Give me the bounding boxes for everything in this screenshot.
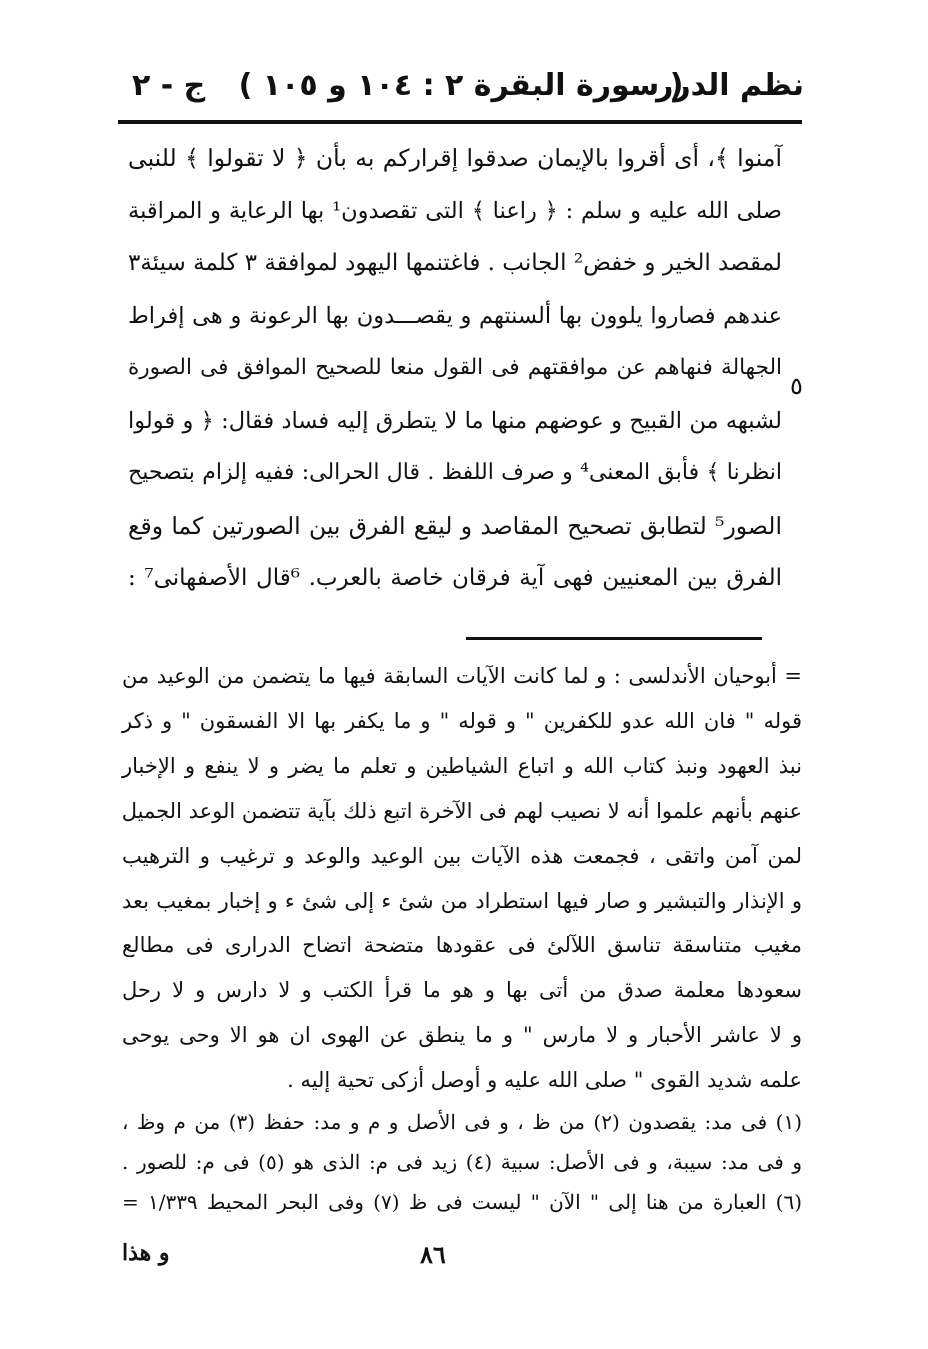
surah-reference: ( سورة البقرة ٢ : ١٠٤ و ١٠٥ ) [238, 68, 684, 103]
commentary-notes [122, 654, 802, 1103]
footnote-line: (١) فى مد: يقصدون (٢) من ظ ، و فى الأصل و م و مد: حفظ (٣) من م وظ ، [122, 1110, 802, 1134]
separator-rule [466, 637, 762, 640]
main-line: انظرنا ﴾ فأبق المعنى⁴ و صرف اللفظ . قال الحرالى: ففيه إلزام بتصحيح [128, 460, 782, 485]
main-line: آمنوا ﴾، أى أقروا بالإيمان صدقوا إقراركم به بأن ﴿ لا تقولوا ﴾ للنبى [128, 144, 782, 172]
catchword: و هذا [122, 1240, 170, 1266]
page-number: ٨٦ [420, 1240, 446, 1269]
note-line: علمه شديد القوى " صلى الله عليه و أوصل أزكى تحية إليه . [287, 1068, 802, 1093]
note-line: و الإنذار والتبشير و صار فيها استطراد من شئ ء إلى شئ ء و إخبار بمغيب بعد [122, 888, 802, 913]
book-title: نظم الدرر [656, 68, 804, 103]
footnote-line: (٦) العبارة من هنا إلى " الآن " ليست فى ظ (٧) وفى البحر المحيط ١/٣٣٩ = [122, 1190, 802, 1214]
line-number-marker: ٥ [790, 372, 803, 400]
header-rule [118, 120, 802, 124]
note-line: = أبوحيان الأندلسى : و لما كانت الآيات السابقة فيها ما يتضمن من الوعيد من [122, 664, 802, 688]
main-line: لشبهه من القبيح و عوضهم منها ما لا يتطرق إليه فساد فقال: ﴿ و قولوا [128, 407, 782, 434]
footnotes [122, 1102, 802, 1222]
main-line: صلى الله عليه و سلم : ﴿ راعنا ﴾ التى تقصدون¹ بها الرعاية و المراقبة [128, 197, 782, 224]
main-text [128, 132, 782, 605]
note-line: و لا عاشر الأحبار و لا مارس " و ما ينطق عن الهوى ان هو الا وحى يوحى [122, 1023, 802, 1048]
footnote-line: و فى مد: سيبة، و فى الأصل: سبية (٤) زيد فى م: الذى هو (٥) فى م: للصور . [122, 1150, 803, 1174]
note-line: مغيب متناسقة تناسق اللآلئ فى عقودها متضحة اتضاح الدرارى فى مطالع [122, 933, 802, 958]
main-line: عندهم فصاروا يلوون بها ألسنتهم و يقصـــدون بها الرعونة و هى إفراط [128, 302, 782, 329]
main-line: الفرق بين المعنيين فهى آية فرقان خاصة بالعرب. ⁶قال الأصفهانى⁷ : [128, 565, 782, 591]
note-line: قوله " فان الله عدو للكفرين " و قوله " و ما يكفر بها الا الفسقون " و ذكر [122, 708, 802, 733]
main-line: الجهالة فنهاهم عن موافقتهم فى القول منعا للصحيح الموافق فى الصورة [128, 355, 782, 380]
note-line: سعودها معلمة صدق من أتى بها و هو ما قرأ الكتب و لا دارس و لا رحل [122, 978, 802, 1003]
main-line: الصور⁵ لتطابق تصحيح المقاصد و ليقع الفرق بين الصورتين كما وقع [128, 511, 782, 540]
main-line: لمقصد الخير و خفض² الجانب . فاغتنمها اليهود لموافقة ٣ كلمة سيئة٣ [127, 250, 782, 276]
running-header [118, 58, 804, 114]
note-line: لمن آمن واتقى ، فجمعت هذه الآيات بين الوعيد والوعد و ترغيب و الترهيب [122, 843, 802, 868]
note-line: نبذ العهود ونبذ كتاب الله و اتباع الشياطين و تعلم ما يضر و لا ينفع و الإخبار [122, 753, 802, 778]
note-line: عنهم بأنهم علموا أنه لا نصيب لهم فى الآخرة اتبع ذلك بآية تتضمن الوعد الجميل [121, 798, 802, 823]
part-number: ج - ٢ [132, 68, 206, 103]
